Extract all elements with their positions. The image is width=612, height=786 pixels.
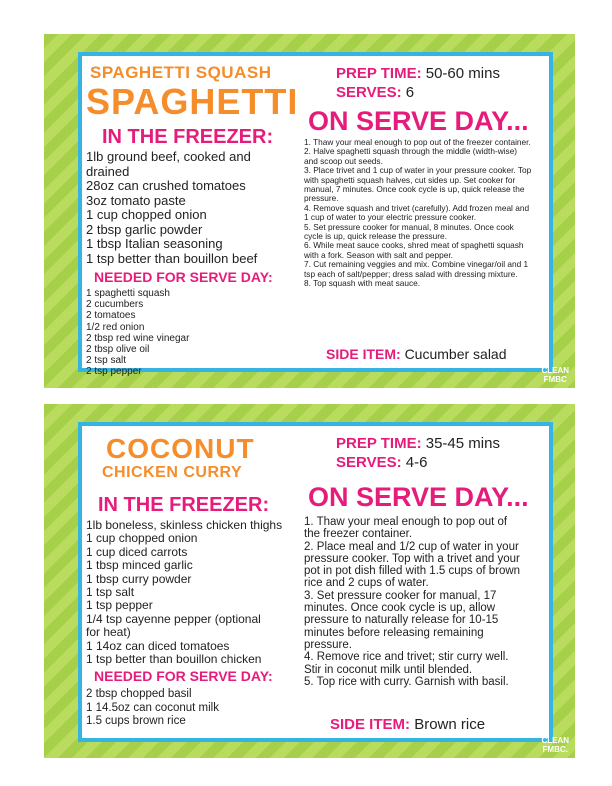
- serves-label: SERVES:: [336, 84, 402, 101]
- recipe-title-small: CHICKEN CURRY: [102, 464, 243, 481]
- list-item: 1 tbsp minced garlic: [86, 558, 193, 573]
- list-item: 2 tbsp garlic powder: [86, 221, 203, 237]
- list-item: for heat): [86, 625, 131, 640]
- list-item: 2 tbsp olive oil: [86, 344, 150, 356]
- prep-time-label: PREP TIME:: [336, 435, 422, 452]
- serves: [336, 84, 414, 101]
- needed-heading: NEEDED FOR SERVE DAY:: [94, 668, 273, 684]
- freezer-heading: IN THE FREEZER:: [98, 494, 270, 516]
- serve-day-steps: [304, 516, 526, 688]
- list-item: 1/4 tsp cayenne pepper (optional: [86, 611, 261, 626]
- list-item: 2 tbsp chopped basil: [86, 688, 192, 700]
- serve-day-heading: ON SERVE DAY...: [308, 482, 529, 512]
- serves-value: 6: [405, 84, 415, 101]
- list-item: 1 tsp pepper: [86, 598, 153, 613]
- list-item: 1 14.5oz can coconut milk: [86, 701, 219, 714]
- prep-time-value: 35-45 mins: [425, 435, 500, 452]
- brand-logo-line: FMBC.: [542, 745, 568, 754]
- side-item-value: Cucumber salad: [404, 346, 507, 362]
- list-item: 3oz tomato paste: [86, 192, 186, 208]
- list-item: drained: [86, 163, 130, 179]
- recipe-title-big: COCONUT: [106, 433, 255, 464]
- step-item: 1. Thaw your meal enough to pop out of the freezer container.: [304, 137, 531, 147]
- list-item: 1 tsp salt: [86, 585, 135, 600]
- freezer-ingredient-list: [86, 150, 257, 266]
- list-item: 2 tbsp red wine vinegar: [86, 332, 190, 344]
- serve-day-steps: [304, 138, 532, 289]
- list-item: 1 14oz can diced tomatoes: [86, 638, 230, 653]
- list-item: 1 tbsp curry powder: [86, 571, 192, 586]
- list-item: 2 tomatoes: [86, 310, 136, 322]
- prep-time-value: 50-60 mins: [425, 65, 500, 82]
- prep-time: [336, 435, 500, 452]
- side-item-value: Brown rice: [414, 716, 486, 733]
- step-item: 2. Place meal and 1/2 cup of water in your pressure cooker. Top with a trivet and your pot in pot dish filled with 1.5 cups of brown rice and 2 cups of water.: [304, 540, 521, 590]
- list-item: 1 spaghetti squash: [86, 288, 170, 299]
- side-item-label: SIDE ITEM:: [330, 716, 411, 733]
- prep-time: [336, 65, 500, 82]
- freezer-ingredient-list: [86, 519, 282, 666]
- brand-logo-line: CLEAN: [541, 366, 569, 375]
- step-item: 7. Cut remaining veggies and mix. Combine vinegar/oil and 1 tsp each of salt/pepper; dress salad with dressing mixture.: [304, 259, 529, 279]
- list-item: 1/2 red onion: [86, 321, 145, 333]
- recipe-title-big: SPAGHETTI: [86, 81, 299, 122]
- step-item: 4. Remove squash and trivet (carefully). Add frozen meal and 1 cup of water to your electric pressure cooker.: [304, 202, 530, 223]
- brand-logo: [541, 366, 569, 384]
- brand-logo-line: FMBC: [543, 375, 567, 384]
- brand-logo: [541, 736, 569, 754]
- prep-time-label: PREP TIME:: [336, 65, 422, 82]
- list-item: 1 tsp better than bouillon beef: [86, 250, 258, 266]
- step-item: 3. Place trivet and 1 cup of water in your pressure cooker. Top with spaghetti squash halves, cut sides up. Set cooker for manual, 7 minutes. Once cook cycle is up, quick release the pressure.: [304, 165, 532, 204]
- needed-heading: NEEDED FOR SERVE DAY:: [94, 269, 273, 285]
- step-item: 5. Top rice with curry. Garnish with basil.: [304, 675, 509, 688]
- list-item: 2 cucumbers: [86, 299, 144, 311]
- list-item: 1 cup chopped onion: [86, 207, 207, 222]
- step-item: 8. Top squash with meat sauce.: [304, 278, 421, 289]
- step-item: 4. Remove rice and trivet; stir curry well. Stir in coconut milk until blended.: [304, 651, 509, 676]
- step-item: 6. While meat sauce cooks, shred meat of spaghetti squash with a fork. Season with salt and pepper.: [304, 240, 524, 260]
- side-item: [326, 346, 507, 362]
- serves: [336, 454, 427, 471]
- list-item: 1 tbsp Italian seasoning: [86, 236, 223, 251]
- serves-value: 4-6: [405, 454, 428, 471]
- list-item: 1lb ground beef, cooked and: [86, 149, 251, 164]
- recipe-title-small: SPAGHETTI SQUASH: [90, 63, 272, 82]
- list-item: 1 cup diced carrots: [86, 544, 188, 559]
- step-item: 1. Thaw your meal enough to pop out of the freezer container.: [304, 516, 508, 541]
- freezer-heading: IN THE FREEZER:: [102, 126, 274, 148]
- needed-ingredient-list: [86, 688, 219, 729]
- side-item: [330, 716, 485, 733]
- recipe-card-spaghetti-squash: [44, 34, 575, 388]
- list-item: 2 tsp salt: [86, 355, 127, 367]
- recipe-card-inner: [78, 52, 553, 378]
- serves-label: SERVES:: [336, 454, 402, 471]
- step-item: 2. Halve spaghetti squash through the middle (width-wise) and scoop out seeds.: [304, 146, 518, 166]
- step-item: 5. Set pressure cooker for manual, 8 minutes. Once cook cycle is up, quick release the pressure.: [304, 221, 514, 242]
- list-item: 1 cup chopped onion: [86, 531, 198, 546]
- serve-day-heading: ON SERVE DAY...: [308, 106, 529, 136]
- recipe-card-coconut-chicken-curry: [44, 404, 575, 758]
- list-item: 1.5 cups brown rice: [86, 715, 186, 727]
- brand-logo-line: CLEAN: [541, 736, 569, 745]
- list-item: 2 tsp pepper: [86, 366, 142, 378]
- recipe-card-inner: [78, 422, 553, 742]
- step-item: 3. Set pressure cooker for manual, 17 minutes. Once cook cycle is up, allow pressure to naturally release for 10-15 minutes before releasing remaining pressure.: [304, 589, 499, 651]
- list-item: 1 tsp better than bouillon chicken: [86, 652, 262, 667]
- needed-ingredient-list: [86, 288, 189, 378]
- list-item: 1lb boneless, skinless chicken thighs: [86, 518, 283, 532]
- list-item: 28oz can crushed tomatoes: [86, 178, 246, 193]
- side-item-label: SIDE ITEM:: [326, 346, 401, 362]
